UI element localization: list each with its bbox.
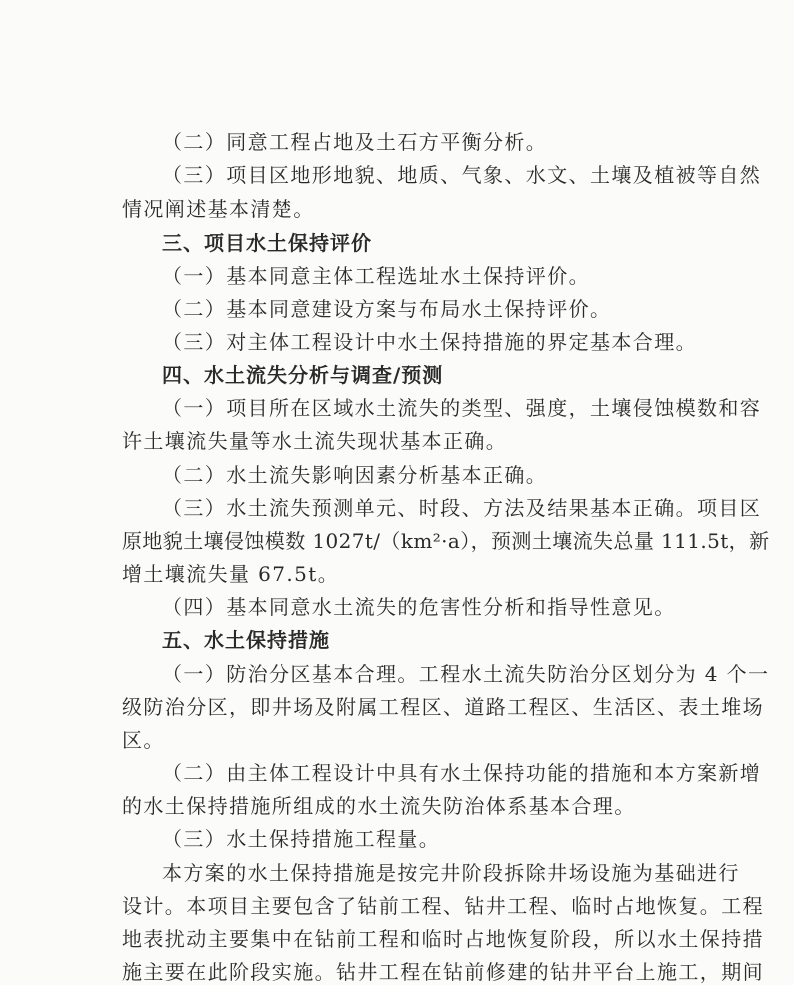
section-heading: 五、水土保持措施 [162,628,330,652]
paragraph-line: 设计。本项目主要包含了钻前工程、钻井工程、临时占地恢复。工程 [122,894,764,918]
paragraph-line: （三）项目区地形地貌、地质、气象、水文、土壤及植被等自然 [162,163,762,187]
paragraph-line: （一）项目所在区域水土流失的类型、强度，土壤侵蚀模数和容 [162,396,762,420]
paragraph-line: （一）防治分区基本合理。工程水土流失防治分区划分为 4 个一 [162,662,770,686]
paragraph-line: 原地貌土壤侵蚀模数 1027t/（km²·a），预测土壤流失总量 111.5t，新 [122,529,770,553]
paragraph-line: （二）水土流失影响因素分析基本正确。 [162,463,548,487]
paragraph-line: （一）基本同意主体工程选址水土保持评价。 [162,264,590,288]
paragraph-line: 地表扰动主要集中在钻前工程和临时占地恢复阶段，所以水土保持措 [122,927,764,951]
paragraph-line: 区。 [122,728,165,752]
paragraph-line: 增土壤流失量 67.5t。 [122,562,340,586]
paragraph-line: （三）对主体工程设计中水土保持措施的界定基本合理。 [162,330,697,354]
paragraph-line: 情况阐述基本清楚。 [122,197,315,221]
paragraph-line: （三）水土流失预测单元、时段、方法及结果基本正确。项目区 [162,496,762,520]
section-heading: 三、项目水土保持评价 [162,231,372,255]
paragraph-line: 本方案的水土保持措施是按完井阶段拆除井场设施为基础进行 [162,861,740,885]
paragraph-line: （二）同意工程占地及土石方平衡分析。 [162,130,548,154]
paragraph-line: （三）水土保持措施工程量。 [162,827,441,851]
paragraph-line: （二）基本同意建设方案与布局水土保持评价。 [162,297,612,321]
paragraph-line: 许土壤流失量等水土流失现状基本正确。 [122,429,508,453]
paragraph-line: 的水土保持措施所组成的水土流失防治体系基本合理。 [122,794,636,818]
paragraph-line: （二）由主体工程设计中具有水土保持功能的措施和本方案新增 [162,761,762,785]
paragraph-line: 施主要在此阶段实施。钻井工程在钻前修建的钻井平台上施工，期间 [122,960,764,984]
paragraph-line: 级防治分区，即井场及附属工程区、道路工程区、生活区、表土堆场 [122,695,764,719]
paragraph-line: （四）基本同意水土流失的危害性分析和指导性意见。 [162,595,676,619]
section-heading: 四、水土流失分析与调查/预测 [162,363,444,387]
